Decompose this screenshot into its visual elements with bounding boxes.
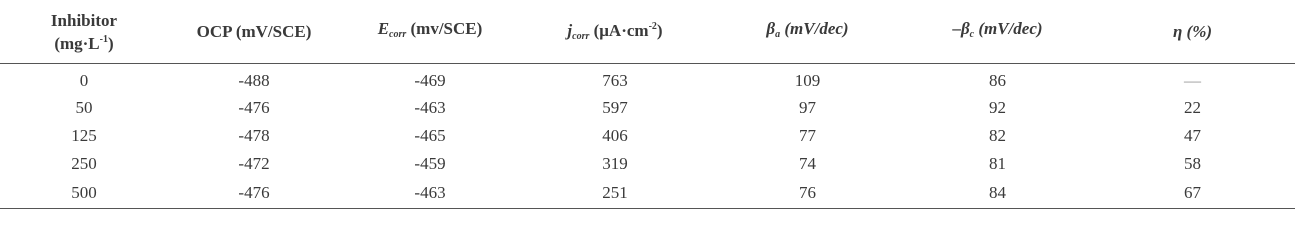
cell-inhibitor: 500 [0, 178, 168, 209]
header-jcorr-subscript: corr [572, 31, 590, 42]
cell-inhibitor: 250 [71, 154, 97, 173]
table-row [0, 64, 1295, 95]
header-inhibitor [0, 0, 168, 64]
header-beta-a-symbol: β [766, 19, 776, 38]
cell-beta-c: 82 [989, 126, 1006, 145]
cell-jcorr: 406 [602, 126, 628, 145]
cell-inhibitor: 50 [75, 98, 93, 117]
cell-efficiency: — [1184, 70, 1201, 90]
cell-beta-c: 84 [905, 178, 1090, 209]
header-jcorr [520, 0, 710, 64]
cell-jcorr: 251 [520, 178, 710, 209]
cell-ocp: -488 [238, 70, 270, 90]
header-ecorr-symbol: E [377, 19, 390, 38]
header-jcorr-unit-close: ) [656, 21, 663, 40]
cell-ecorr: -465 [414, 126, 446, 145]
cell-ecorr: -463 [340, 178, 520, 209]
header-inhibitor-unit-close: ) [108, 33, 114, 53]
header-ocp: OCP (mV/SCE) [168, 0, 340, 64]
cell-ecorr: -459 [414, 154, 446, 173]
table-row [0, 150, 1295, 178]
table-row [0, 94, 1295, 122]
cell-beta-a: 109 [794, 70, 821, 90]
header-beta-a [710, 0, 905, 64]
header-beta-c-unit: (mV/dec) [974, 19, 1043, 38]
header-inhibitor-line2 [0, 30, 168, 53]
header-row [0, 0, 1295, 64]
header-jcorr-symbol: j [567, 21, 573, 40]
cell-beta-a: 76 [710, 178, 905, 209]
cell-beta-a: 74 [799, 154, 816, 173]
cell-jcorr: 319 [602, 154, 628, 173]
table-header [0, 0, 1295, 64]
header-ecorr-unit: (mv/SCE) [406, 19, 483, 38]
header-jcorr-unit: (μA·cm [589, 21, 649, 40]
cell-inhibitor: 125 [71, 126, 97, 145]
header-inhibitor-unit: (mg·L [54, 33, 100, 53]
header-efficiency-label: η (%) [1172, 22, 1213, 41]
cell-ocp: -472 [238, 154, 270, 173]
cell-jcorr: 763 [602, 70, 628, 90]
header-inhibitor-unit-exponent: -1 [99, 33, 108, 45]
table-body [0, 64, 1295, 209]
cell-ocp: -476 [238, 98, 270, 117]
cell-beta-a: 97 [799, 98, 816, 117]
cell-efficiency: 22 [1184, 98, 1201, 117]
header-efficiency [1090, 0, 1295, 64]
cell-ecorr: -469 [414, 70, 446, 90]
header-beta-c [905, 0, 1090, 64]
header-beta-a-unit: (mV/dec) [780, 19, 849, 38]
cell-beta-c: 86 [989, 70, 1006, 90]
table-row [0, 178, 1295, 209]
header-beta-a-subscript: a [775, 29, 781, 40]
cell-jcorr: 597 [602, 98, 628, 117]
header-beta-c-subscript: c [969, 29, 975, 40]
cell-inhibitor: 0 [79, 70, 89, 90]
header-beta-c-symbol: –β [952, 19, 970, 38]
header-jcorr-unit-exponent: -2 [648, 21, 657, 32]
cell-beta-c: 92 [989, 98, 1006, 117]
cell-beta-c: 81 [989, 154, 1006, 173]
header-inhibitor-line1: Inhibitor [50, 10, 118, 30]
header-ecorr-subscript: corr [389, 29, 407, 40]
header-ecorr [340, 0, 520, 64]
cell-beta-a: 77 [799, 126, 816, 145]
cell-efficiency: 47 [1184, 126, 1201, 145]
table-row [0, 122, 1295, 150]
cell-efficiency: 67 [1090, 178, 1295, 209]
cell-ocp: -478 [238, 126, 270, 145]
cell-ecorr: -463 [414, 98, 446, 117]
cell-efficiency: 58 [1184, 154, 1201, 173]
cell-ocp: -476 [168, 178, 340, 209]
